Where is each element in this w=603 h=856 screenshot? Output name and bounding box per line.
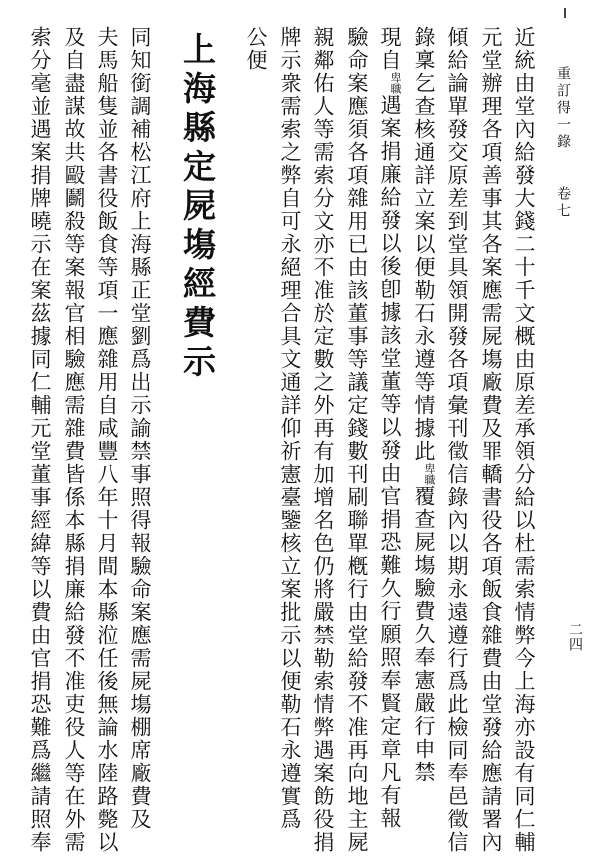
text-column: 元堂辦理各項善事其各案應需屍塲廠費及罪轎書役各項飯食雜費由堂發給應請署內 (479, 26, 503, 854)
text-column: 夫馬船隻並各書役飯食等項一應雜用自咸豐八年十月間本縣涖任後無論水陸路斃以 (95, 26, 119, 854)
text-column: 公便 (244, 26, 268, 72)
text-column: 索分毫並遇案捐牌曉示在案茲據同仁輔元堂董事經緯等以費由官捐恐難爲繼請照奉 (28, 26, 52, 854)
header-volume: 卷七 (555, 186, 571, 220)
corner-mark (564, 8, 566, 18)
header-title: 重訂得一錄 (555, 66, 571, 151)
text-column: 驗命案應須各項雜用已由該董事等議定錢數刊刷聯單槪行由堂給發不准再向地主屍 (345, 26, 369, 854)
text-column: 及自盡謀故共毆鬬殺等案報官相驗應需雜費皆係本縣捐廉給發不准吏役人等在外需 (62, 26, 86, 854)
text-column: 近統由堂內給發大錢二十千文概由原差承領分給以杜需索情弊今上海亦設有同仁輔 (512, 26, 536, 854)
text-column: 錄稟乞查核通詳立案以便勒石永遵等情據此卑職覆查屍塲驗費久奉憲嚴行申禁 (412, 26, 436, 784)
notice-title: 上海縣定屍塲經費示 (178, 32, 217, 383)
text-column: 傾給論單發交原差到堂具領開發各項彙刊徵信錄內以期永遠遵行爲此檢同奉邑徵信 (445, 26, 469, 854)
honorific-small: 卑職 (423, 463, 436, 485)
text-column: 牌示衆需索之弊自可永絕理合具文通詳仰祈憲臺鑒核立案批示以便勒石永遵實爲 (278, 26, 302, 831)
text-column: 同知銜調補松江府上海縣正堂劉爲出示諭禁事照得報驗命案應需屍塲棚席廠費及 (128, 26, 152, 831)
honorific-small: 卑職 (389, 72, 402, 94)
text-column: 現自卑職遇案捐廉給發以後卽據該堂董等以發由官捐恐難久行願照奉賢定章凡有報 (378, 26, 402, 830)
page-number: 二四 (567, 622, 583, 652)
text-column: 親鄰佑人等需索分文亦不准於定數之外再有加增名色仍將嚴禁勒索情弊遇案飭役捐 (311, 26, 335, 854)
